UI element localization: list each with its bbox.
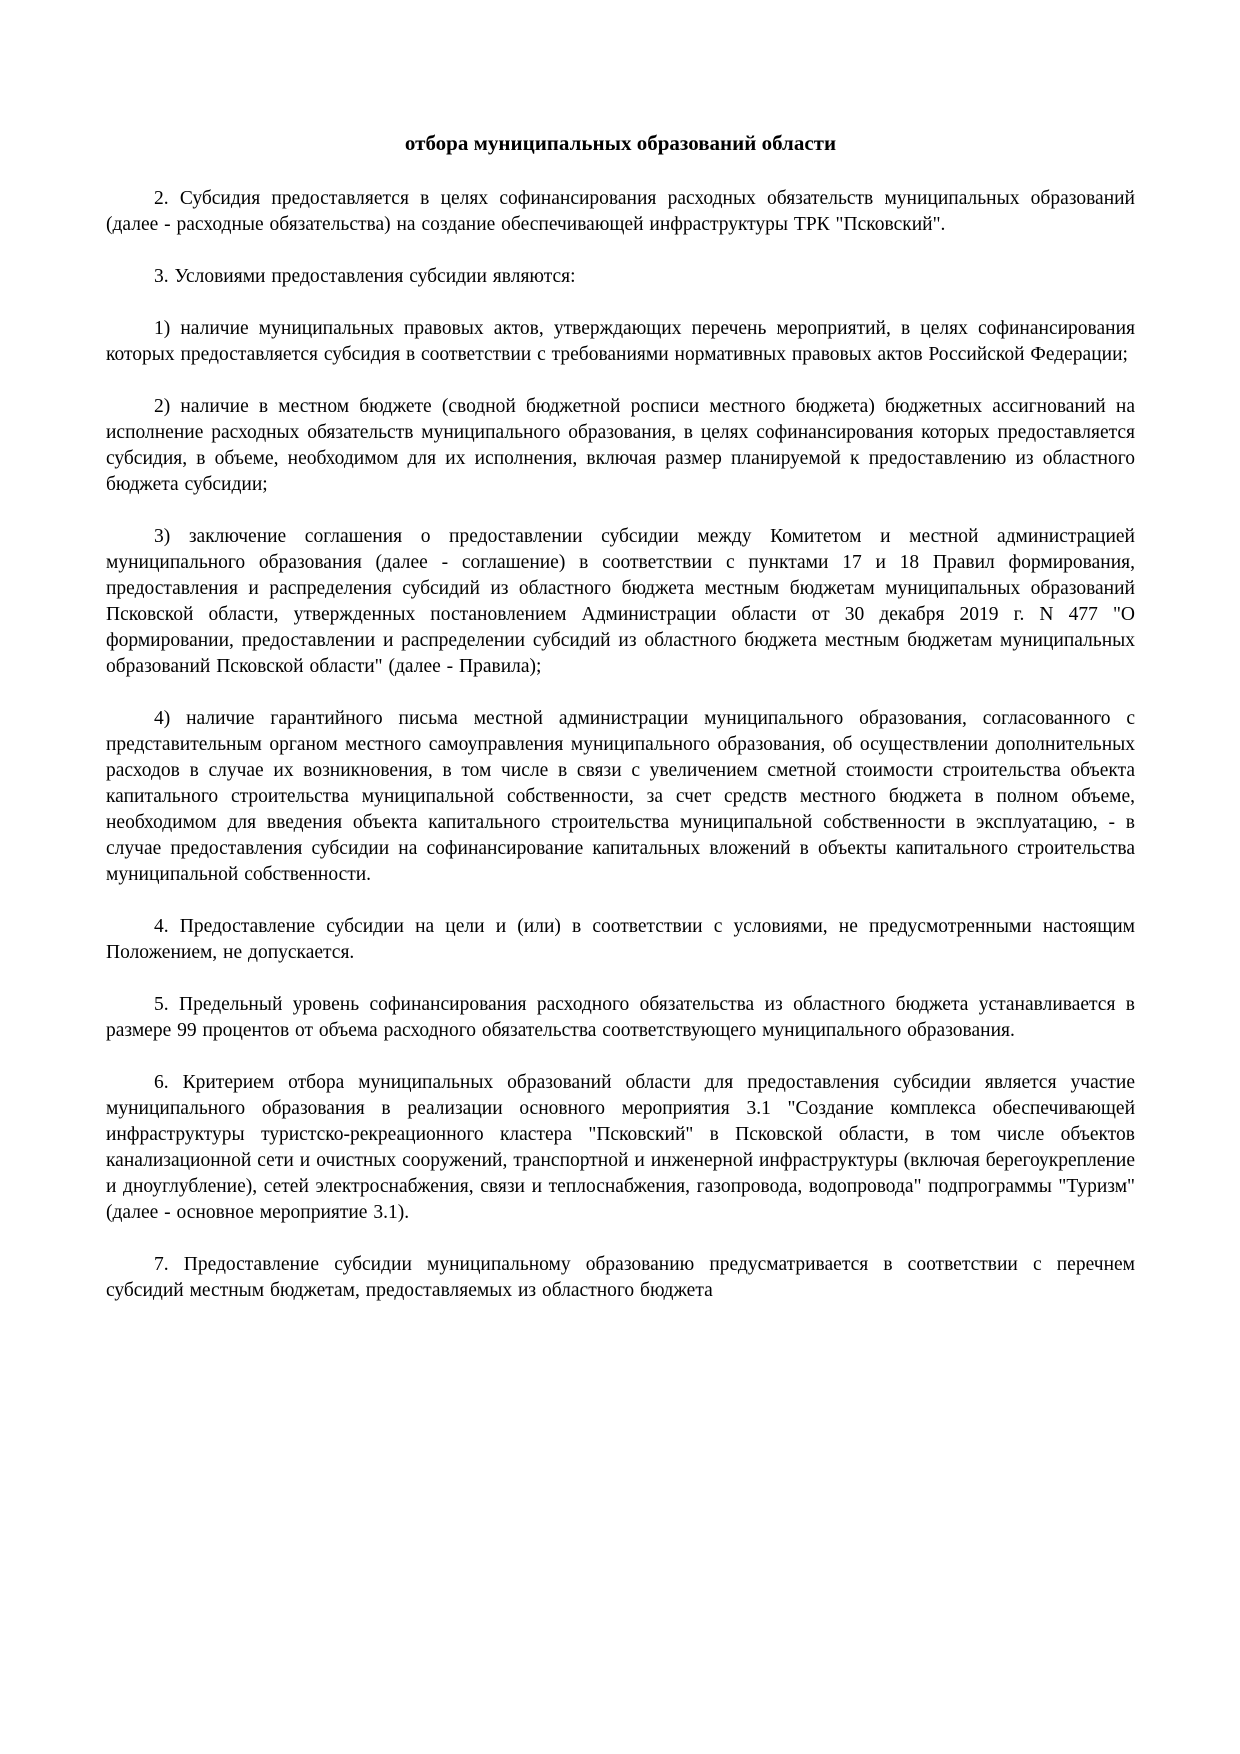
- paragraph-7: 7. Предоставление субсидии муниципальному образованию предусматривается в соответствии с перечнем субсидий местным бюджетам, предоставляемых из областного бюджета: [106, 1254, 1135, 1301]
- condition-item-4: 4) наличие гарантийного письма местной администрации муниципального образования, согласованного с представительным органом местного самоуправления муниципального образования, об осуществлении дополнительных расходов в случае их возникновения, в том числе в связи с увеличением сметной стоимости строительства объекта капитального строительства муниципальной собственности, за счет средств местного бюджета в полном объеме, необходимом для введения объекта капитального строительства муниципальной собственности в эксплуатацию, - в случае предоставления субсидии на софинансирование капитальных вложений в объекты капитального строительства муниципальной собственности.: [106, 708, 1135, 885]
- paragraph-3-intro: 3. Условиями предоставления субсидии являются:: [154, 266, 576, 287]
- document-title: отбора муниципальных образований области: [404, 131, 837, 155]
- condition-item-1: 1) наличие муниципальных правовых актов, утверждающих перечень мероприятий, в целях софинансирования которых предоставляется субсидия в соответствии с требованиями нормативных правовых актов Российской Федерации;: [106, 318, 1135, 365]
- paragraph-6: 6. Критерием отбора муниципальных образований области для предоставления субсидии является участие муниципального образования в реализации основного мероприятия 3.1 "Создание комплекса обеспечивающей инфраструктуры туристско-рекреационного кластера "Псковский" в Псковской области, в том числе объектов канализационной сети и очистных сооружений, транспортной и инженерной инфраструктуры (включая берегоукрепление и дноуглубление), сетей электроснабжения, связи и теплоснабжения, газопровода, водопровода" подпрограммы "Туризм" (далее - основное мероприятие 3.1).: [106, 1072, 1135, 1223]
- paragraph-4: 4. Предоставление субсидии на цели и (или) в соответствии с условиями, не предусмотренными настоящим Положением, не допускается.: [106, 916, 1135, 963]
- paragraph-5: 5. Предельный уровень софинансирования расходного обязательства из областного бюджета устанавливается в размере 99 процентов от объема расходного обязательства соответствующего муниципального образования.: [106, 994, 1135, 1041]
- condition-item-2: 2) наличие в местном бюджете (сводной бюджетной росписи местного бюджета) бюджетных ассигнований на исполнение расходных обязательств муниципального образования, в целях софинансирования которых предоставляется субсидия, в объеме, необходимом для их исполнения, включая размер планируемой к предоставлению из областного бюджета субсидии;: [106, 396, 1135, 495]
- condition-item-3: 3) заключение соглашения о предоставлении субсидии между Комитетом и местной администрацией муниципального образования (далее - соглашение) в соответствии с пунктами 17 и 18 Правил формирования, предоставления и распределения субсидий из областного бюджета местным бюджетам муниципальных образований Псковской области, утвержденных постановлением Администрации области от 30 декабря 2019 г. N 477 "О формировании, предоставлении и распределении субсидий из областного бюджета местным бюджетам муниципальных образований Псковской области" (далее - Правила);: [106, 526, 1135, 677]
- paragraph-2: 2. Субсидия предоставляется в целях софинансирования расходных обязательств муниципальных образований (далее - расходные обязательства) на создание обеспечивающей инфраструктуры ТРК "Псковский".: [106, 188, 1135, 235]
